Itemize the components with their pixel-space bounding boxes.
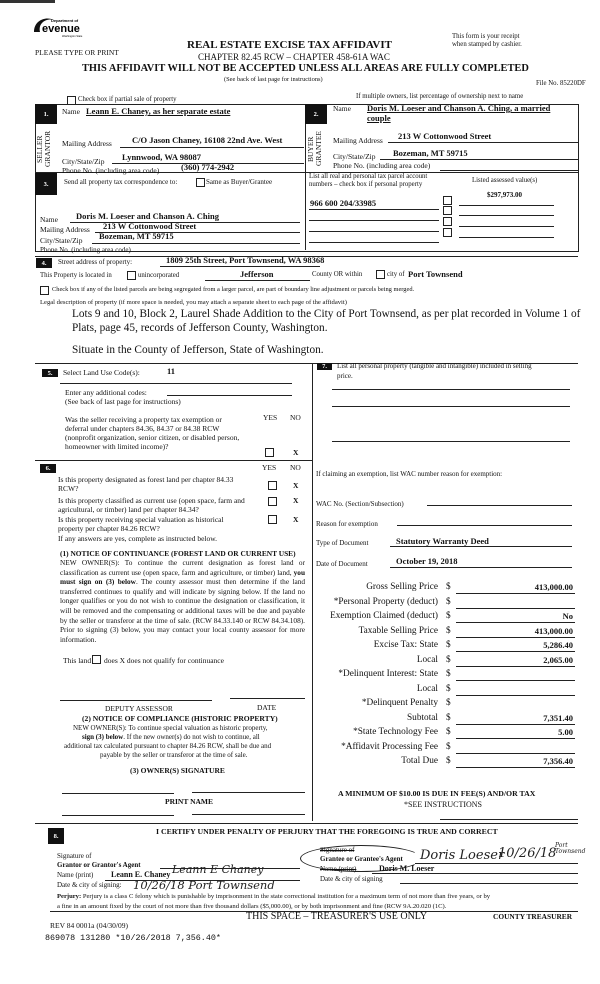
owner-signature-label: (3) OWNER(S) SIGNATURE <box>130 766 225 775</box>
parcel-line-1 <box>309 209 439 210</box>
section-7-number: 7. <box>317 363 332 370</box>
form-title: REAL ESTATE EXCISE TAX AFFIDAVIT <box>187 39 392 51</box>
seller-mailing-label: Mailing Address <box>62 139 112 148</box>
additional-codes-line <box>167 395 292 396</box>
dollar-sign: $ <box>446 698 451 708</box>
seller-name-label: Name <box>62 107 80 116</box>
personal-property-checkbox-4[interactable] <box>443 228 452 237</box>
section-3-number: 3. <box>35 173 57 195</box>
dollar-sign: $ <box>446 596 451 607</box>
fin-value[interactable]: 5.00 <box>558 727 573 737</box>
s6-no-header: NO <box>290 463 301 472</box>
assessed-line-2 <box>459 215 554 216</box>
section-2-number: 2. <box>305 104 327 124</box>
s6-q2-no-answer[interactable]: X <box>293 496 299 505</box>
county-treasurer: COUNTY TREASURER <box>493 912 573 921</box>
buyer-city[interactable]: Bozeman, MT 59715 <box>393 148 468 158</box>
additional-codes-label: Enter any additional codes: <box>65 388 147 397</box>
notice2-l2-bold: sign (3) below <box>82 733 124 741</box>
receipt-note-1: This form is your receipt <box>452 33 520 40</box>
buyer-name-label: Name <box>333 104 351 113</box>
doc-date[interactable]: October 19, 2018 <box>396 556 458 566</box>
s6-q2-line2: agricultural, or timber) land per chapter 84.34? <box>58 505 199 514</box>
section5-see-back: (See back of last page for instructions) <box>65 397 181 406</box>
seller-city-label: City/State/Zip <box>62 157 105 166</box>
please-type: PLEASE TYPE OR PRINT <box>35 48 119 57</box>
personal-property-line-2 <box>332 406 570 407</box>
assessed-label: Listed assessed value(s) <box>472 177 538 184</box>
doc-type[interactable]: Statutory Warranty Deed <box>396 536 489 546</box>
deputy-assessor-label: DEPUTY ASSESSOR <box>105 704 173 713</box>
s7-label-1: List all personal property (tangible and intangible) included in selling <box>337 362 532 370</box>
parcels-divider <box>305 172 306 250</box>
fin-row-tech-fee <box>313 725 578 740</box>
fin-row-personal-property <box>313 595 578 610</box>
seller-mailing-line <box>120 147 304 148</box>
certify-statement: I CERTIFY UNDER PENALTY OF PERJURY THAT THE FOREGOING IS TRUE AND CORRECT <box>156 827 498 836</box>
s6-q1-yes-checkbox[interactable] <box>268 481 277 490</box>
grantor-signature: Leann E Chaney <box>172 863 264 876</box>
svg-text:Department of: Department of <box>51 18 79 23</box>
fin-label: Taxable Selling Price <box>358 625 438 636</box>
financials-table <box>313 580 578 769</box>
dollar-sign: $ <box>446 654 451 665</box>
perjury-text-1: Perjury is a class C felony which is punishable by imprisonment in the state correctional institution for a maximum term of not more than five years, or by <box>81 893 491 900</box>
unincorporated-checkbox[interactable] <box>127 271 136 280</box>
doc-date-label: Date of Document <box>316 560 368 568</box>
assessed-line-3 <box>459 226 554 227</box>
grantor-name-label: Name (print) <box>57 871 94 879</box>
city-value[interactable]: Port Townsend <box>408 269 463 279</box>
section-5-number: 5. <box>42 369 58 377</box>
dollar-sign: $ <box>446 756 451 766</box>
print-name-label: PRINT NAME <box>165 797 213 806</box>
buyer-name-line2[interactable]: couple <box>367 113 391 123</box>
fin-row-exemption <box>313 609 578 624</box>
notice2-l2 <box>82 734 260 741</box>
notice1-pre: NEW OWNER(S): To continue the current designation as forest land or classification as current use (open space, farm and agriculture, or timber) land, <box>60 558 305 577</box>
warning-banner: THIS AFFIDAVIT WILL NOT BE ACCEPTED UNLESS ALL AREAS ARE FULLY COMPLETED <box>82 63 529 74</box>
notice2-l1: NEW OWNER(S): To continue special valuation as historic property, <box>73 724 268 732</box>
parcel-line-4 <box>309 242 439 243</box>
logo-swoosh-icon <box>32 14 92 38</box>
parcels-label-2: numbers – check box if personal property <box>309 181 423 188</box>
s5-q-line1: Was the seller receiving a property tax exemption or <box>65 415 222 424</box>
legal-description-1: Lots 9 and 10, Block 2, Laurel Shade Addition to the City of Port Townsend, as per plat recorded in Volume 1 of <box>72 308 581 320</box>
street-label: Street address of property: <box>58 258 133 266</box>
fin-label: *Personal Property (deduct) <box>333 596 438 607</box>
form-chapter: CHAPTER 82.45 RCW – CHAPTER 458-61A WAC <box>198 52 390 62</box>
s5-q-line4: homeowner with limited income)? <box>65 442 169 451</box>
fin-row-total <box>313 754 578 769</box>
s7-label-2: price. <box>337 372 353 380</box>
assessed-line-1 <box>459 205 554 206</box>
fin-label: *Affidavit Processing Fee <box>341 741 438 752</box>
county-value[interactable]: Jefferson <box>240 269 274 279</box>
corr-name-label: Name <box>40 215 58 224</box>
segregated-checkbox[interactable] <box>40 286 49 295</box>
multiple-owners-note: If multiple owners, list percentage of ownership next to name <box>356 93 524 100</box>
fin-label: Local <box>416 654 438 665</box>
segregated-label: Check box if any of the listed parcels are being segregated from a larger parcel, are part of boundary line adjustment or parcels being merged. <box>52 286 415 293</box>
section-8-number: 8. <box>48 828 64 844</box>
land-use-line <box>60 383 292 384</box>
corr-mailing-label: Mailing Address <box>40 225 90 234</box>
s6-q3-no-answer[interactable]: X <box>293 515 299 524</box>
section-8-top <box>35 823 578 824</box>
grantor-date-city[interactable]: 10/26/18 Port Townsend <box>133 878 275 892</box>
street-address[interactable]: 1809 25th Street, Port Townsend, WA 98368 <box>166 255 325 265</box>
city-of-label: city of <box>387 271 405 278</box>
legal-label: Legal description of property (if more space is needed, you may attach a separate sheet to each page of the affidavit) <box>40 299 347 306</box>
owner-sign-line-1 <box>62 793 174 794</box>
reason-line <box>397 525 572 526</box>
land-use-label: Select Land Use Code(s): <box>63 368 140 377</box>
fin-label: Subtotal <box>407 712 438 723</box>
street-line <box>160 266 320 267</box>
grantee-name-line <box>372 873 578 874</box>
seller-name[interactable]: Leann E. Chaney, as her separate estate <box>86 106 231 116</box>
dollar-sign: $ <box>446 727 451 737</box>
grantee-sig-label-1: Signature of <box>320 846 355 854</box>
assessor-sign-line <box>60 700 212 701</box>
fin-row-subtotal <box>313 711 578 726</box>
corr-name[interactable]: Doris M. Loeser and Chanson A. Ching <box>76 211 219 221</box>
fin-line <box>456 767 575 768</box>
buyer-side-label: BUYER GRANTEE <box>306 131 323 167</box>
fin-row-processing-fee <box>313 740 578 755</box>
grantee-sig-date: 10/26/18 <box>498 846 557 861</box>
continuance-mid: does X does not qualify for continuance <box>104 656 224 665</box>
perjury-bold: Perjury: <box>57 893 82 900</box>
dollar-sign: $ <box>446 625 451 636</box>
grantee-sig-line <box>415 863 578 864</box>
s6-q1-line1: Is this property designated as forest land per chapter 84.33 <box>58 475 234 484</box>
county-or-label: County OR within <box>312 271 363 278</box>
section-6-number: 6. <box>40 464 56 473</box>
grantee-date-label: Date & city of signing <box>320 875 383 883</box>
see-instructions: *SEE INSTRUCTIONS <box>404 800 483 809</box>
dollar-sign: $ <box>446 683 451 694</box>
buyer-phone-label: Phone No. (including area code) <box>333 161 431 170</box>
seller-phone[interactable]: (360) 774-2942 <box>181 162 235 172</box>
assessed-line-4 <box>459 237 554 238</box>
notice1-bold: you must sign on (3) below <box>60 567 305 587</box>
dollar-sign: $ <box>446 712 451 723</box>
legal-description-2: Plats, page 45, records of Jefferson County, Washington. <box>72 322 328 334</box>
cashier-stamp: 869078 131280 *10/26/2018 7,356.40* <box>45 933 221 943</box>
fin-row-excise-local <box>313 653 578 668</box>
grantor-date-label: Date & city of signing: <box>57 881 122 889</box>
minimum-note: A MINIMUM OF $10.00 IS DUE IN FEE(S) AND/OR TAX <box>338 789 536 798</box>
notice2-l4: payable by the seller or transferor at the time of sale. <box>100 751 248 759</box>
land-use-code[interactable]: 11 <box>167 366 176 376</box>
grantor-sig-label-1: Signature of <box>57 852 92 860</box>
notice1-title: (1) NOTICE OF CONTINUANCE (FOREST LAND OR CURRENT USE) <box>60 549 296 558</box>
buyer-mailing-label: Mailing Address <box>333 136 383 145</box>
city-checkbox[interactable] <box>376 270 385 279</box>
svg-text:Washington State: Washington State <box>62 35 83 38</box>
fin-value[interactable]: 2,065.00 <box>543 654 573 665</box>
exemption-label: If claiming an exemption, list WAC number reason for exemption: <box>316 470 503 478</box>
date-label: DATE <box>257 703 277 712</box>
parcel-line-2 <box>309 220 439 221</box>
grantor-sig-label-2: Grantor or Grantor's Agent <box>57 861 141 869</box>
grantor-name[interactable]: Leann E. Chaney <box>111 870 171 879</box>
fin-label: *Delinquent Interest: State <box>338 669 438 679</box>
fin-label: Total Due <box>401 756 438 766</box>
fin-value[interactable]: 7,356.40 <box>543 756 573 766</box>
fin-label: Gross Selling Price <box>366 582 438 592</box>
s6-q2-yes-checkbox[interactable] <box>268 497 277 506</box>
section-5-bottom <box>35 460 312 461</box>
buyer-name-line1[interactable]: Doris M. Loeser and Chanson A. Ching, a married <box>367 103 551 113</box>
continuance-pre: This land <box>63 656 92 665</box>
dollar-sign: $ <box>446 611 451 621</box>
dollar-sign: $ <box>446 741 451 752</box>
corr-city-label: City/State/Zip <box>40 236 83 245</box>
seller-mailing[interactable]: C/O Jason Chaney, 16108 22nd Ave. West <box>132 135 283 145</box>
fin-row-interest-state <box>313 667 578 682</box>
doc-type-label: Type of Document <box>316 539 369 547</box>
notice1-body <box>60 558 305 644</box>
seller-phone-label: Phone No. (including area code) <box>62 166 160 175</box>
fin-row-excise-state <box>313 638 578 653</box>
county-line <box>205 280 310 281</box>
s6-q3-yes-checkbox[interactable] <box>268 515 277 524</box>
buyer-city-label: City/State/Zip <box>333 152 376 161</box>
wac-line <box>427 505 572 506</box>
fin-label: *State Technology Fee <box>353 727 438 737</box>
parcel-number[interactable]: 966 600 204/33985 <box>310 198 377 208</box>
notice2-l2-text: . If the new owner(s) do not wish to continue, all <box>123 733 260 741</box>
s5-yes-checkbox[interactable] <box>265 448 274 457</box>
fin-label: Local <box>416 683 438 694</box>
assessed-value[interactable]: $297,973.00 <box>487 191 522 199</box>
s6-q1-no-answer[interactable]: X <box>293 481 299 490</box>
buyer-phone-line <box>440 170 578 171</box>
parcels-label-1: List all real and personal tax parcel account <box>309 173 428 180</box>
fin-value[interactable]: 413,000.00 <box>534 625 573 636</box>
s5-q-line2: deferral under chapters 84.36, 84.37 or 84.38 RCW <box>65 424 220 433</box>
notice1-post: . The county assessor must then determine if the land transferred continues to qualify and will indicate by signing below. If the land no longer qualifies or you do not wish to continue the designation or classification, it will be removed and the compensating or additional taxes will be due and payable by the seller or transferor at the time of sale. (RCW 84.33.140 or RCW 84.34.108). Prior to signing (3) below, you may contact your local county assessor for more information. <box>60 577 306 644</box>
fin-value[interactable]: 413,000.00 <box>534 582 573 592</box>
fin-row-gross <box>313 580 578 595</box>
corr-mailing[interactable]: 213 W Cottonwood Street <box>103 221 197 231</box>
personal-property-line-1 <box>332 389 570 390</box>
wac-label: WAC No. (Section/Subsection) <box>316 500 404 508</box>
receipt-note-2: when stamped by cashier. <box>452 41 522 48</box>
form-revision: REV 84 0001a (04/30/09) <box>50 921 128 930</box>
fin-value[interactable]: 7,351.40 <box>543 712 573 723</box>
does-qualify-checkbox[interactable] <box>92 655 101 664</box>
personal-property-line-3 <box>332 441 570 442</box>
buyer-mailing-line <box>388 142 578 143</box>
print-name-line-2 <box>192 814 305 815</box>
s6-yes-header: YES <box>262 463 277 472</box>
fin-row-taxable <box>313 624 578 639</box>
corr-city[interactable]: Bozeman, MT 59715 <box>99 231 174 241</box>
dollar-sign: $ <box>446 640 451 650</box>
scan-edge <box>0 0 55 3</box>
s5-no-header: NO <box>290 413 301 422</box>
grantee-date-line <box>400 883 578 884</box>
personal-property-checkbox-2[interactable] <box>443 206 452 215</box>
grantee-signature: Doris Loeser <box>420 848 505 863</box>
located-label: This Property is located in <box>40 272 112 279</box>
section-4-number: 4. <box>36 258 52 268</box>
notice2-title: (2) NOTICE OF COMPLIANCE (HISTORIC PROPERTY) <box>82 714 278 723</box>
fin-row-penalty <box>313 696 578 711</box>
fin-label: Exemption Claimed (deduct) <box>330 611 438 621</box>
svg-text:evenue: evenue <box>42 23 80 35</box>
dollar-sign: $ <box>446 669 451 679</box>
section-1-number: 1. <box>35 104 57 124</box>
buyer-city-line <box>380 159 578 160</box>
reason-label: Reason for exemption <box>316 520 378 528</box>
s5-q-line3: (nonprofit organization, senior citizen, or disabled person, <box>65 433 240 442</box>
seller-city[interactable]: Lynnwood, WA 98087 <box>122 152 201 162</box>
personal-property-checkbox-1[interactable] <box>443 196 452 205</box>
treasurer-space: THIS SPACE – TREASURER'S USE ONLY <box>246 911 428 922</box>
parcel-line-3 <box>309 231 439 232</box>
partial-sale-label: Check box if partial sale of property <box>78 96 177 103</box>
dor-logo <box>32 14 92 38</box>
fin-value[interactable]: No <box>562 611 573 621</box>
seller-side-label: SELLER GRANTOR <box>35 130 52 168</box>
legal-description-3: Situate in the County of Jefferson, State of Washington. <box>72 344 324 356</box>
corr-phone-label: Phone No. (including area code) <box>40 246 131 254</box>
grantee-name-label: Name (print) <box>320 865 357 873</box>
buyer-mailing[interactable]: 213 W Cottonwood Street <box>398 131 492 141</box>
grantee-sig-city: Port Townsend <box>555 842 586 855</box>
dollar-sign: $ <box>446 582 451 592</box>
personal-property-checkbox-3[interactable] <box>443 217 452 226</box>
s6-q3-line1: Is this property receiving special valuation as historical <box>58 515 224 524</box>
same-as-buyer-label: Same as Buyer/Grantee <box>206 178 273 186</box>
doc-date-line <box>390 567 572 568</box>
perjury-line-2: a fine in an amount fixed by the court of not more than five thousand dollars ($5,000.00), or by both imprisonment and fine (RCW 9A.20.020 (1C). <box>57 903 447 910</box>
file-number: File No. 85220DF <box>536 80 586 87</box>
s6-q2-line1: Is this property classified as current use (open space, farm and <box>58 496 245 505</box>
fin-label: Excise Tax: State <box>373 640 438 650</box>
see-back-note: (See back of last page for instructions) <box>224 76 323 83</box>
assessor-date-line <box>230 698 305 699</box>
print-name-line-1 <box>62 815 174 816</box>
fin-label: *Delinquent Penalty <box>361 698 438 708</box>
grantee-name[interactable]: Doris M. Loeser <box>379 864 435 873</box>
s6-q1-line2: RCW? <box>58 484 79 493</box>
fin-value[interactable]: 5,286.40 <box>543 640 573 650</box>
doc-type-line <box>390 546 572 547</box>
s5-no-answer[interactable]: X <box>293 448 299 457</box>
corr-city-line <box>92 243 300 244</box>
notice2-l3: additional tax calculated pursuant to chapter 84.26 RCW, shall be due and <box>64 742 272 750</box>
correspondence-label: Send all property tax correspondence to: <box>64 178 178 186</box>
s5-yes-header: YES <box>263 413 278 422</box>
s6-if-yes: If any answers are yes, complete as instructed below. <box>58 534 218 543</box>
grantee-sig-label-2: Grantee or Grantee's Agent <box>320 855 403 863</box>
same-as-buyer-checkbox[interactable] <box>196 178 205 187</box>
unincorporated-label: unincorporated <box>138 272 180 279</box>
perjury-line-1 <box>57 894 490 901</box>
s6-q3-line2: property per chapter 84.26 RCW? <box>58 524 160 533</box>
treasurer-line <box>440 819 578 820</box>
owner-sign-line-2 <box>192 792 305 793</box>
fin-row-interest-local <box>313 682 578 697</box>
